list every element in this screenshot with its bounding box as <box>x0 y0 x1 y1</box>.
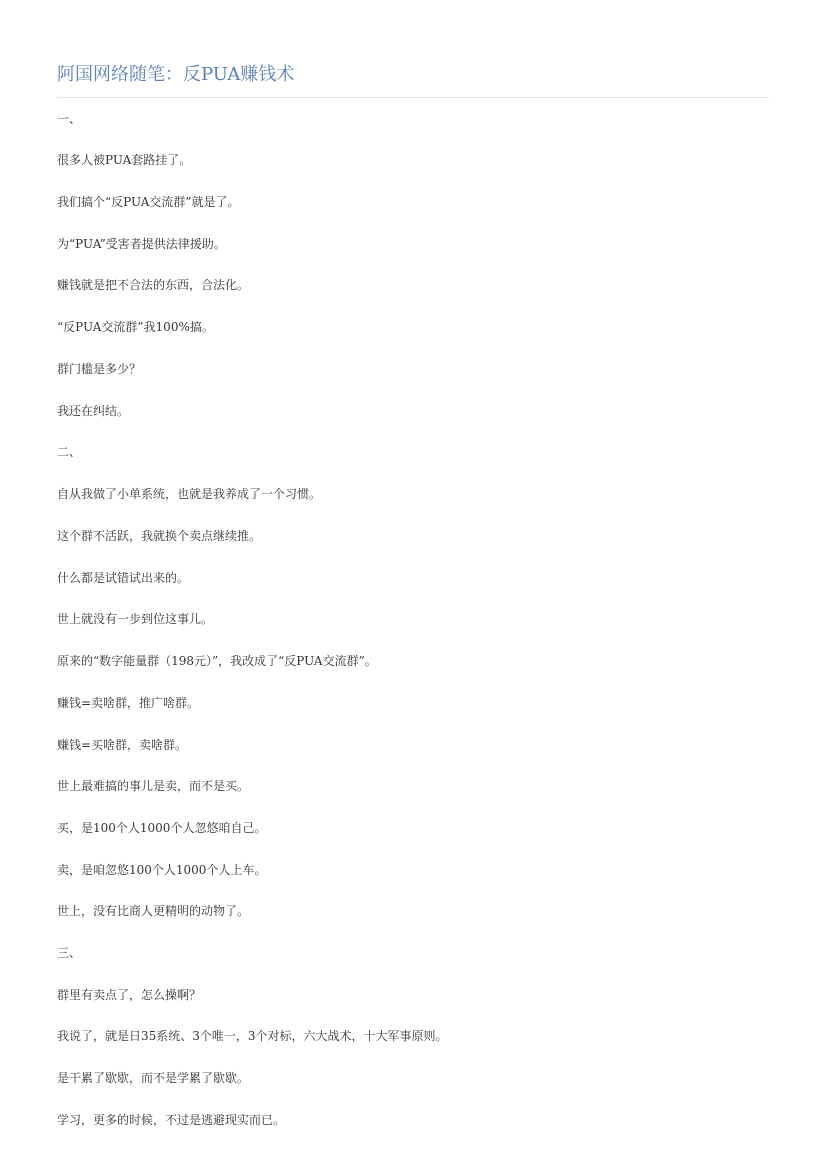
section-heading-2: 二、 <box>57 445 82 459</box>
article-title: 阿国网络随笔：反PUA赚钱术 <box>57 64 295 85</box>
paragraph: 世上就没有一步到位这事儿。 <box>57 612 214 626</box>
paragraph: 赚钱=买啥群，卖啥群。 <box>57 738 188 752</box>
paragraph: 群里有卖点了，怎么操啊？ <box>57 988 202 1002</box>
paragraph: 什么都是试错试出来的。 <box>57 571 190 585</box>
title-divider <box>57 97 769 98</box>
paragraph: 世上最难搞的事儿是卖，而不是买。 <box>57 779 250 793</box>
paragraph: 我们搞个“反PUA交流群”就是了。 <box>57 195 240 209</box>
paragraph: 很多人被PUA套路挂了。 <box>57 153 192 167</box>
section-heading-1: 一、 <box>57 112 82 126</box>
paragraph: 是干累了歇歇，而不是学累了歇歇。 <box>57 1071 250 1085</box>
paragraph: 卖，是咱忽悠100个人1000个人上车。 <box>57 863 267 877</box>
paragraph: 赚钱=卖啥群，推广啥群。 <box>57 696 200 710</box>
paragraph: 买，是100个人1000个人忽悠咱自己。 <box>57 821 267 835</box>
paragraph: 赚钱就是把不合法的东西，合法化。 <box>57 278 250 292</box>
paragraph: 世上，没有比商人更精明的动物了。 <box>57 904 250 918</box>
paragraph: 原来的“数字能量群（198元）”，我改成了“反PUA交流群”。 <box>57 654 377 668</box>
section-heading-3: 三、 <box>57 946 82 960</box>
paragraph: 学习，更多的时候，不过是逃避现实而已。 <box>57 1113 286 1127</box>
paragraph: 群门槛是多少？ <box>57 362 142 376</box>
paragraph: 这个群不活跃，我就换个卖点继续推。 <box>57 529 262 543</box>
paragraph: 为“PUA”受害者提供法律援助。 <box>57 237 226 251</box>
paragraph: 我还在纠结。 <box>57 404 130 418</box>
paragraph: 自从我做了小单系统，也就是我养成了一个习惯。 <box>57 487 322 501</box>
paragraph: “反PUA交流群”我100%搞。 <box>57 320 214 334</box>
paragraph: 我说了，就是日35系统、3个唯一，3个对标，六大战术，十大军事原则。 <box>57 1029 448 1043</box>
